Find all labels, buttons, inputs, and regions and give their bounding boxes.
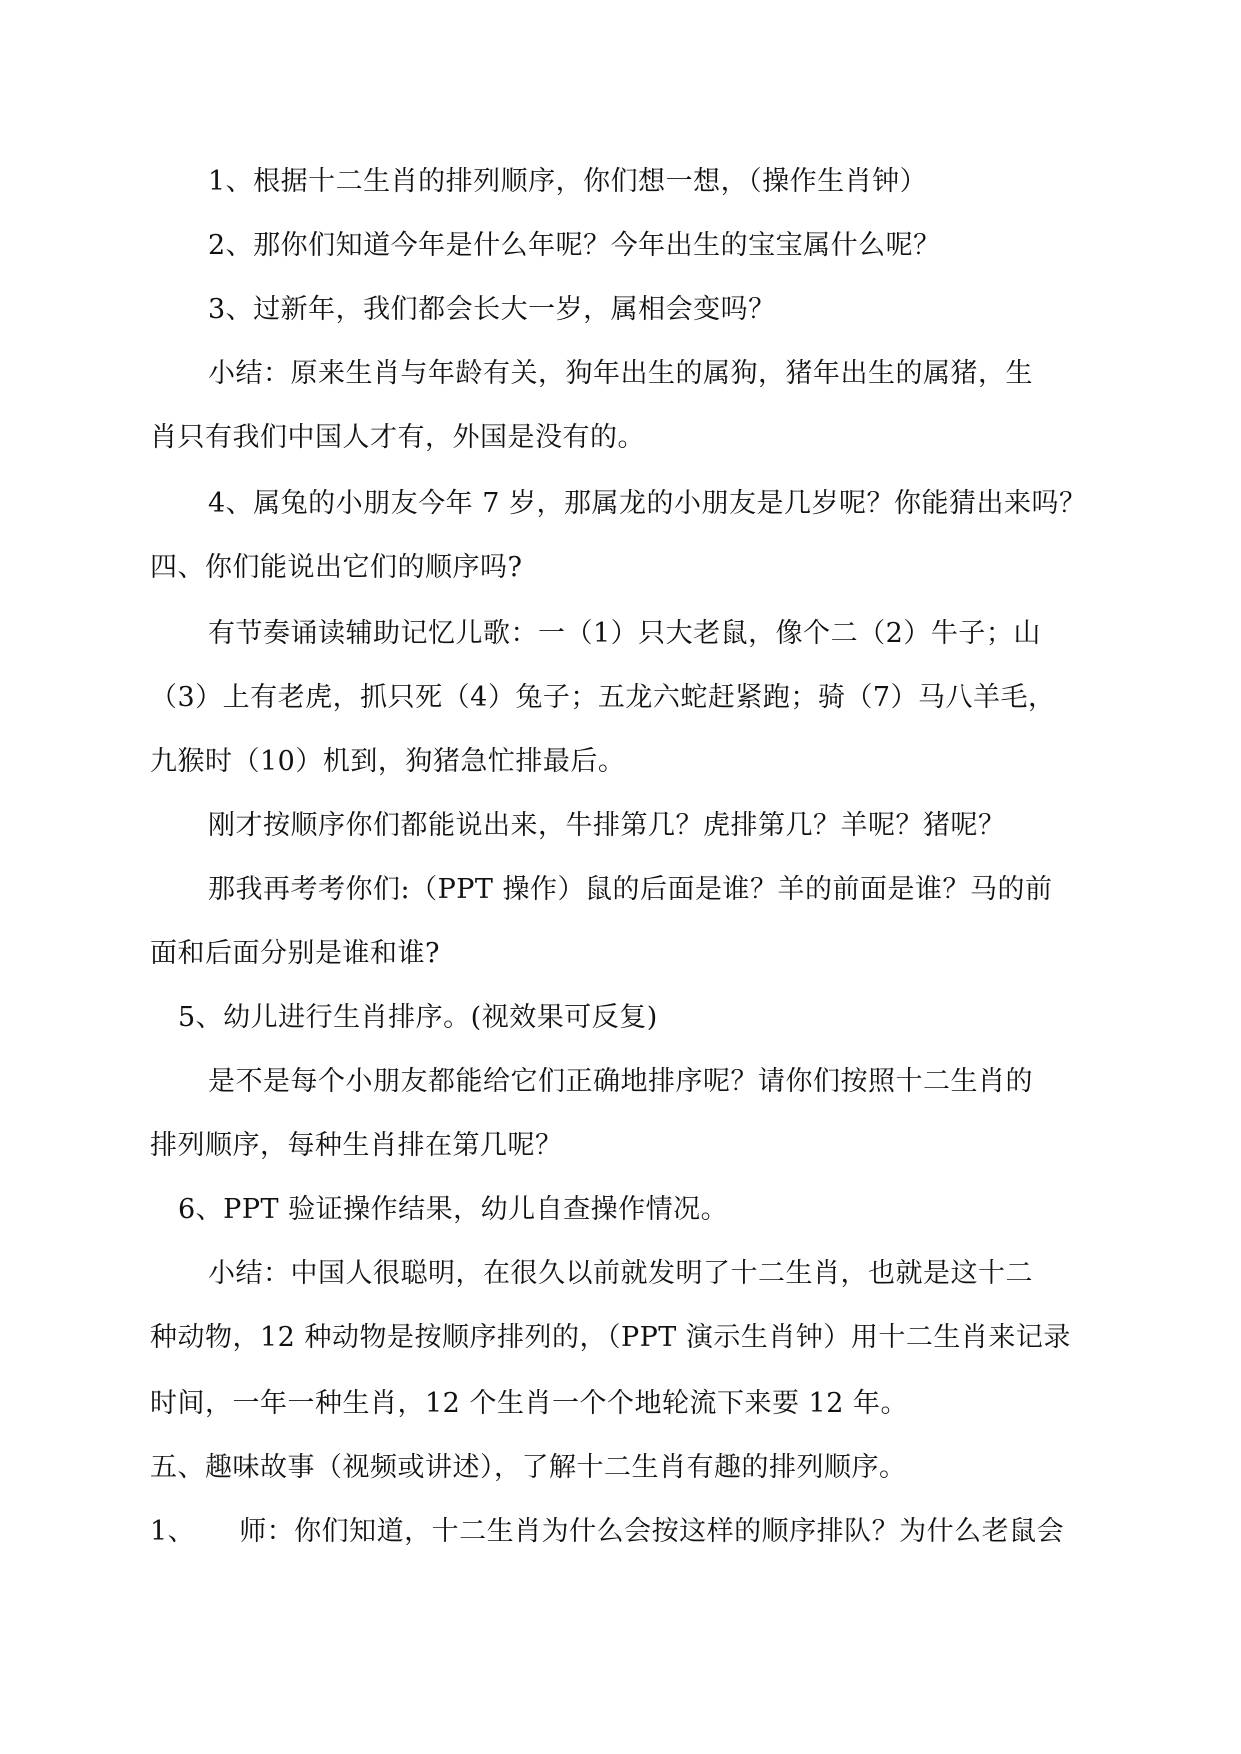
paragraph-line: 排列顺序，每种生肖排在第几呢？ (150, 1130, 563, 1161)
paragraph-line: （3）上有老虎，抓只死（4）兔子；五龙六蛇赶紧跑；骑（7）马八羊毛， (150, 682, 1056, 713)
paragraph-line: 3、过新年，我们都会长大一岁，属相会变吗？ (208, 294, 776, 325)
paragraph-line: 2、那你们知道今年是什么年呢？今年出生的宝宝属什么呢？ (208, 230, 941, 261)
paragraph-line: 种动物，12 种动物是按顺序排列的，（PPT 演示生肖钟）用十二生肖来记录 (150, 1322, 1071, 1353)
paragraph-line: 时间，一年一种生肖，12 个生肖一个个地轮流下来要 12 年。 (150, 1388, 908, 1419)
paragraph-line: 是不是每个小朋友都能给它们正确地排序呢？请你们按照十二生肖的 (208, 1066, 1033, 1097)
paragraph-line: 有节奏诵读辅助记忆儿歌：一（1）只大老鼠，像个二（2）牛子；山 (208, 618, 1041, 649)
section-heading: 五、趣味故事（视频或讲述），了解十二生肖有趣的排列顺序。 (150, 1452, 907, 1483)
list-text: 师：你们知道，十二生肖为什么会按这样的顺序排队？为什么老鼠会 (239, 1516, 1065, 1547)
paragraph-line: 5、幼儿进行生肖排序。(视效果可反复) (178, 1002, 658, 1033)
list-number: 1、 (150, 1516, 196, 1547)
paragraph-line (150, 1514, 1064, 1550)
paragraph-line: 刚才按顺序你们都能说出来，牛排第几？虎排第几？羊呢？猪呢？ (208, 810, 1006, 841)
paragraph-line: 1、根据十二生肖的排列顺序，你们想一想，（操作生肖钟） (208, 166, 928, 197)
paragraph-line: 那我再考考你们:（PPT 操作）鼠的后面是谁？羊的前面是谁？马的前 (208, 874, 1053, 905)
paragraph-line: 小结：原来生肖与年龄有关，狗年出生的属狗，猪年出生的属猪，生 (208, 358, 1033, 389)
paragraph-line: 肖只有我们中国人才有，外国是没有的。 (150, 422, 645, 453)
paragraph-line: 面和后面分别是谁和谁? (150, 938, 440, 969)
paragraph-line: 4、属兔的小朋友今年 7 岁，那属龙的小朋友是几岁呢？你能猜出来吗？ (208, 488, 1087, 519)
paragraph-line: 6、PPT 验证操作结果，幼儿自查操作情况。 (178, 1194, 729, 1225)
paragraph-line: 九猴时（10）机到，狗猪急忙排最后。 (150, 746, 626, 777)
paragraph-line: 小结：中国人很聪明，在很久以前就发明了十二生肖，也就是这十二 (208, 1258, 1033, 1289)
section-heading: 四、你们能说出它们的顺序吗? (150, 552, 523, 583)
